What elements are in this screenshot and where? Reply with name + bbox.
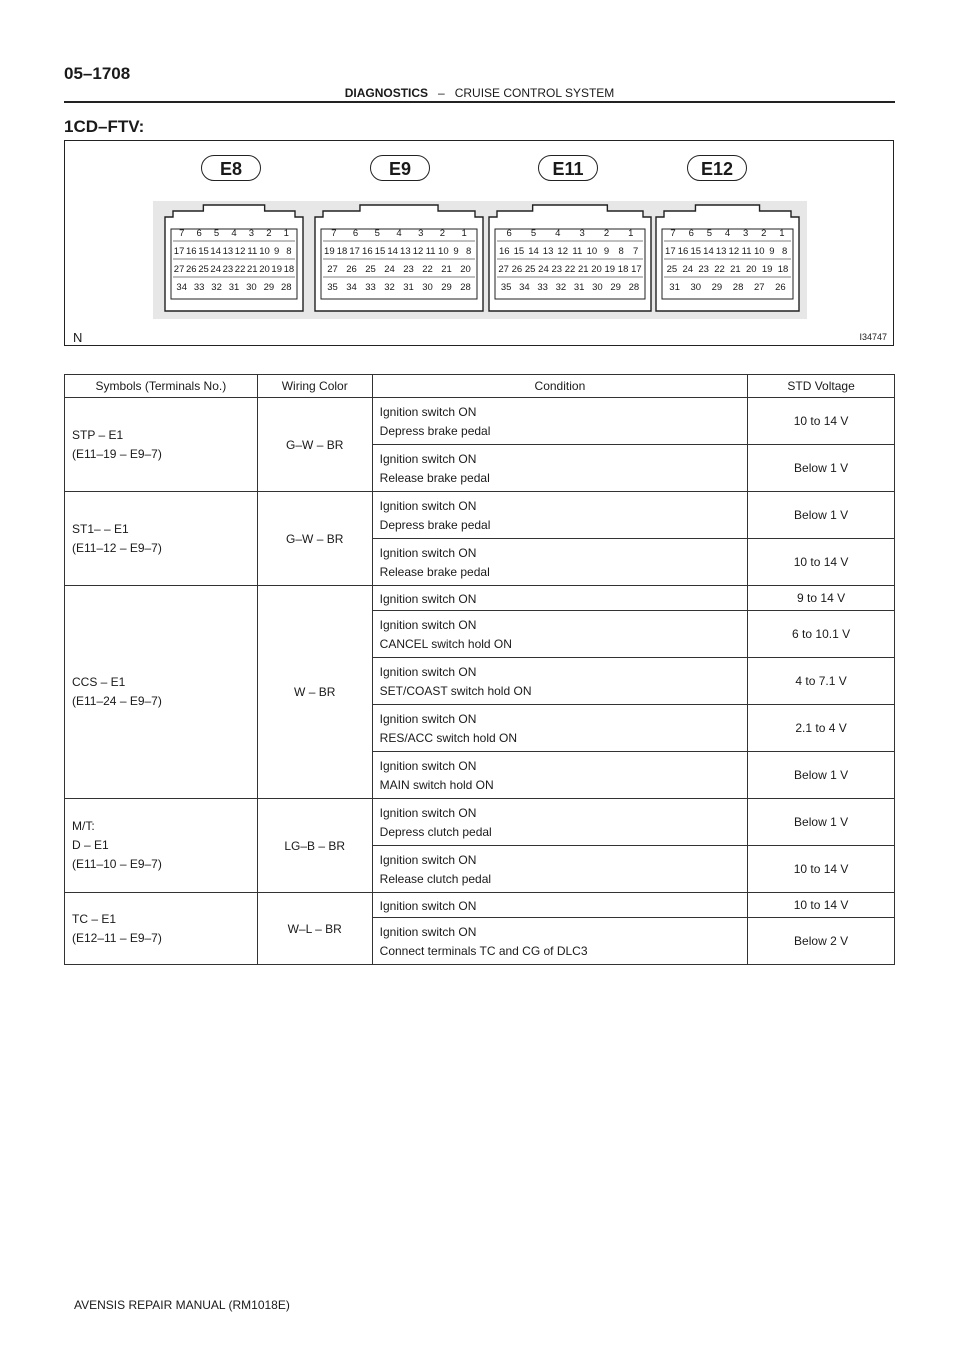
wiring-color-cell: W–L – BR [257,893,372,965]
pin-number: 7 [633,246,639,257]
connector-label: E9 [370,155,430,181]
header-separator: – [438,86,445,100]
pin-number: 33 [193,282,205,293]
pin-number: 14 [528,246,539,257]
pin-number: 27 [173,264,185,275]
pin-number: 14 [387,246,398,257]
pin-number: 5 [213,228,220,239]
pin-number: 30 [246,282,257,293]
pin-number: 1 [283,228,289,239]
condition-cell [372,586,747,611]
pin-number: 19 [604,264,616,275]
pin-number: 19 [271,264,282,275]
pin-number: 23 [403,264,414,275]
pin-number: 12 [728,246,740,257]
pin-number: 12 [234,246,246,257]
condition-cell [372,658,747,705]
pin-number: 13 [542,246,554,257]
header-condition: Condition [372,375,747,398]
condition-cell [372,398,747,445]
pin-number: 7 [331,228,337,239]
pin-number: 2 [761,228,767,239]
pin-number: 2 [266,228,272,239]
connector-0 [165,205,303,311]
figure-id: I34747 [859,332,887,342]
connector-3 [656,205,799,311]
table-row [65,492,895,539]
pin-number: 31 [669,282,680,293]
pin-number: 34 [519,282,530,293]
pin-number: 15 [374,246,386,257]
pin-number: 35 [500,282,512,293]
symbol-line: (E11–24 – E9–7) [72,694,162,708]
pin-number: 12 [557,246,568,257]
pin-number: 6 [196,228,202,239]
section-title: 1CD–FTV: [64,117,145,136]
symbol-line: STP – E1 [72,427,124,442]
connector-label: E12 [687,155,747,181]
pin-number: 27 [753,282,765,293]
std-voltage-cell: Below 1 V [748,752,895,799]
pin-number: 20 [259,264,270,275]
condition-cell [372,611,747,658]
pin-number: 24 [210,264,221,275]
pin-number: 32 [384,282,395,293]
pin-number: 13 [715,246,727,257]
pin-number: 22 [564,264,576,275]
symbol-line: M/T: [72,819,95,833]
pin-number: 1 [461,228,467,239]
symbol-cell [65,398,258,492]
symbol-cell [65,893,258,965]
pin-number: 24 [538,264,549,275]
pin-number: 10 [259,246,270,257]
pin-number: 3 [418,228,424,239]
symbol-line: D – E1 [72,838,109,852]
std-voltage-cell: 2.1 to 4 V [748,705,895,752]
connector-figure [64,140,894,346]
wiring-color-cell: G–W – BR [257,398,372,492]
condition-cell [372,752,747,799]
pin-number: 24 [384,264,395,275]
pin-number: 18 [617,264,629,275]
symbol-cell [65,586,258,799]
pin-number: 9 [274,246,280,257]
pin-number: 5 [374,228,380,239]
header-subsection: CRUISE CONTROL SYSTEM [454,86,615,100]
pin-number: 29 [441,282,452,293]
pin-number: 18 [777,264,789,275]
voltage-spec-table [64,374,895,965]
pin-number: 31 [403,282,414,293]
pin-number: 33 [537,282,548,293]
pin-number: 14 [210,246,221,257]
table-row [65,799,895,846]
pin-number: 17 [631,264,642,275]
figure-corner-label: N [73,330,83,345]
pin-number: 1 [628,228,634,239]
symbol-line: ST1– – E1 [72,521,129,536]
pin-number: 16 [186,246,197,257]
pin-number: 3 [579,228,585,239]
pin-number: 13 [400,246,411,257]
pin-number: 27 [498,264,509,275]
symbol-cell [65,799,258,893]
pin-number: 34 [176,282,188,293]
condition-line: Ignition switch ON [379,499,477,513]
symbol-cell [65,492,258,586]
std-voltage-cell: 10 to 14 V [748,846,895,893]
pin-number: 33 [365,282,376,293]
pin-number: 15 [513,246,525,257]
pin-number: 10 [753,246,765,257]
connector-label: E8 [201,155,261,181]
pin-number: 6 [688,228,694,239]
wiring-color-cell: G–W – BR [257,492,372,586]
pin-number: 6 [352,228,359,239]
condition-line: Release clutch pedal [379,872,492,886]
page-number: 05–1708 [64,64,131,83]
pin-number: 6 [506,228,512,239]
header-wiring-color: Wiring Color [257,375,372,398]
pin-number: 3 [248,228,255,239]
pin-number: 17 [665,246,676,257]
pin-number: 28 [732,282,744,293]
connector-housing [315,205,483,311]
pin-number: 4 [396,228,402,239]
connector-label: E11 [538,155,598,181]
condition-cell [372,918,747,965]
pin-number: 2 [603,228,610,239]
pin-number: 7 [179,228,185,239]
pin-number: 20 [460,264,471,275]
pin-number: 8 [466,246,472,257]
std-voltage-cell: 4 to 7.1 V [748,658,895,705]
pin-number: 23 [698,264,709,275]
wiring-color-cell: W – BR [257,586,372,799]
connector-housing [489,205,651,311]
pin-number: 21 [730,264,741,275]
condition-line: CANCEL switch hold ON [379,637,512,651]
std-voltage-cell: 10 to 14 V [748,398,895,445]
condition-line: Ignition switch ON [379,665,477,679]
header-std-voltage: STD Voltage [748,375,895,398]
pin-number: 16 [499,246,510,257]
connector-diagram [65,141,895,347]
pin-number: 23 [222,264,234,275]
condition-line: Release brake pedal [379,471,490,485]
header-symbols: Symbols (Terminals No.) [65,375,258,398]
page-header [64,86,895,103]
pin-number: 22 [422,264,433,275]
std-voltage-cell: Below 1 V [748,492,895,539]
pin-number: 12 [412,246,424,257]
pin-number: 26 [186,264,197,275]
pin-number: 31 [228,282,240,293]
std-voltage-cell: 10 to 14 V [748,893,895,918]
condition-cell [372,846,747,893]
pin-number: 1 [779,228,785,239]
page-footer: AVENSIS REPAIR MANUAL (RM1018E) [74,1298,290,1312]
table-header-row [65,375,895,398]
pin-number: 30 [690,282,702,293]
pin-number: 26 [346,264,357,275]
condition-line: SET/COAST switch hold ON [379,684,532,698]
pin-number: 16 [677,246,689,257]
pin-number: 32 [555,282,567,293]
condition-line: Ignition switch ON [379,925,477,939]
condition-cell [372,893,747,918]
pin-number: 23 [551,264,563,275]
table-row [65,893,895,918]
pin-number: 4 [555,228,561,239]
condition-line: Depress brake pedal [379,424,491,438]
pin-number: 25 [524,264,536,275]
condition-cell [372,445,747,492]
pin-number: 28 [628,282,640,293]
pin-number: 8 [286,246,292,257]
std-voltage-cell: 10 to 14 V [748,539,895,586]
condition-line: Depress clutch pedal [379,825,492,839]
condition-line: Ignition switch ON [379,759,477,773]
pin-number: 10 [438,246,449,257]
condition-line: Ignition switch ON [379,591,477,606]
pin-number: 13 [222,246,234,257]
pin-number: 28 [460,282,471,293]
pin-number: 21 [441,264,452,275]
pin-number: 26 [775,282,786,293]
condition-line: RES/ACC switch hold ON [379,731,518,745]
pin-number: 15 [690,246,702,257]
connector-2 [489,205,651,311]
condition-line: Ignition switch ON [379,405,477,419]
condition-cell [372,539,747,586]
condition-line: Ignition switch ON [379,853,477,867]
condition-line: Ignition switch ON [379,898,477,913]
std-voltage-cell: Below 2 V [748,918,895,965]
pin-number: 21 [577,264,589,275]
symbol-line: (E11–19 – E9–7) [72,446,162,461]
table-row [65,586,895,611]
pin-number: 30 [422,282,433,293]
pin-number: 5 [530,228,537,239]
condition-line: Ignition switch ON [379,546,477,560]
std-voltage-cell: Below 1 V [748,445,895,492]
pin-number: 25 [666,264,678,275]
pin-number: 19 [761,264,773,275]
pin-number: 24 [682,264,694,275]
pin-number: 20 [591,264,602,275]
symbol-line: CCS – E1 [72,675,126,689]
condition-cell [372,492,747,539]
condition-line: MAIN switch hold ON [379,778,494,792]
pin-number: 25 [198,264,209,275]
pin-number: 4 [231,228,237,239]
std-voltage-cell: 9 to 14 V [748,586,895,611]
pin-number: 11 [247,246,258,257]
condition-cell [372,799,747,846]
header-section: DIAGNOSTICS [344,86,429,100]
pin-number: 8 [782,246,788,257]
pin-number: 17 [349,246,360,257]
pin-number: 30 [592,282,603,293]
pin-number: 25 [365,264,376,275]
pin-number: 20 [746,264,757,275]
pin-number: 35 [327,282,338,293]
pin-number: 29 [263,282,275,293]
std-voltage-cell: Below 1 V [748,799,895,846]
pin-number: 29 [610,282,621,293]
pin-number: 11 [425,246,436,257]
pin-number: 27 [327,264,338,275]
pin-number: 4 [724,228,731,239]
symbol-line: (E12–11 – E9–7) [72,930,162,945]
std-voltage-cell: 6 to 10.1 V [748,611,895,658]
wiring-color-cell: LG–B – BR [257,799,372,893]
pin-number: 11 [572,246,583,257]
condition-line: Release brake pedal [379,565,490,579]
condition-cell [372,705,747,752]
pin-number: 11 [741,246,752,257]
pin-number: 34 [346,282,357,293]
pin-number: 7 [670,228,676,239]
connector-housing [165,205,303,311]
pin-number: 26 [511,264,523,275]
connector-housing [656,205,799,311]
pin-number: 22 [234,264,246,275]
pin-number: 9 [453,246,459,257]
pin-number: 18 [336,246,348,257]
pin-number: 22 [714,264,725,275]
symbol-line: (E11–10 – E9–7) [72,857,162,871]
condition-line: Depress brake pedal [379,518,491,532]
pin-number: 18 [283,264,295,275]
condition-line: Connect terminals TC and CG of DLC3 [379,944,588,958]
pin-number: 21 [247,264,258,275]
pin-number: 31 [573,282,585,293]
condition-line: Ignition switch ON [379,618,477,632]
symbol-line: TC – E1 [72,911,117,926]
pin-number: 14 [703,246,714,257]
pin-number: 10 [586,246,598,257]
pin-number: 9 [769,246,775,257]
table-row [65,398,895,445]
pin-number: 3 [742,228,749,239]
pin-number: 32 [211,282,222,293]
connector-1 [315,205,483,311]
condition-line: Ignition switch ON [379,806,477,820]
pin-number: 17 [173,246,185,257]
pin-number: 19 [324,246,335,257]
pin-number: 28 [280,282,292,293]
pin-number: 9 [603,246,610,257]
condition-line: Ignition switch ON [379,452,477,466]
condition-line: Ignition switch ON [379,712,477,726]
pin-number: 29 [711,282,723,293]
pin-number: 5 [706,228,713,239]
symbol-line: (E11–12 – E9–7) [72,540,162,555]
pin-number: 15 [198,246,209,257]
pin-number: 2 [439,228,446,239]
pin-number: 8 [618,246,624,257]
pin-number: 16 [362,246,373,257]
